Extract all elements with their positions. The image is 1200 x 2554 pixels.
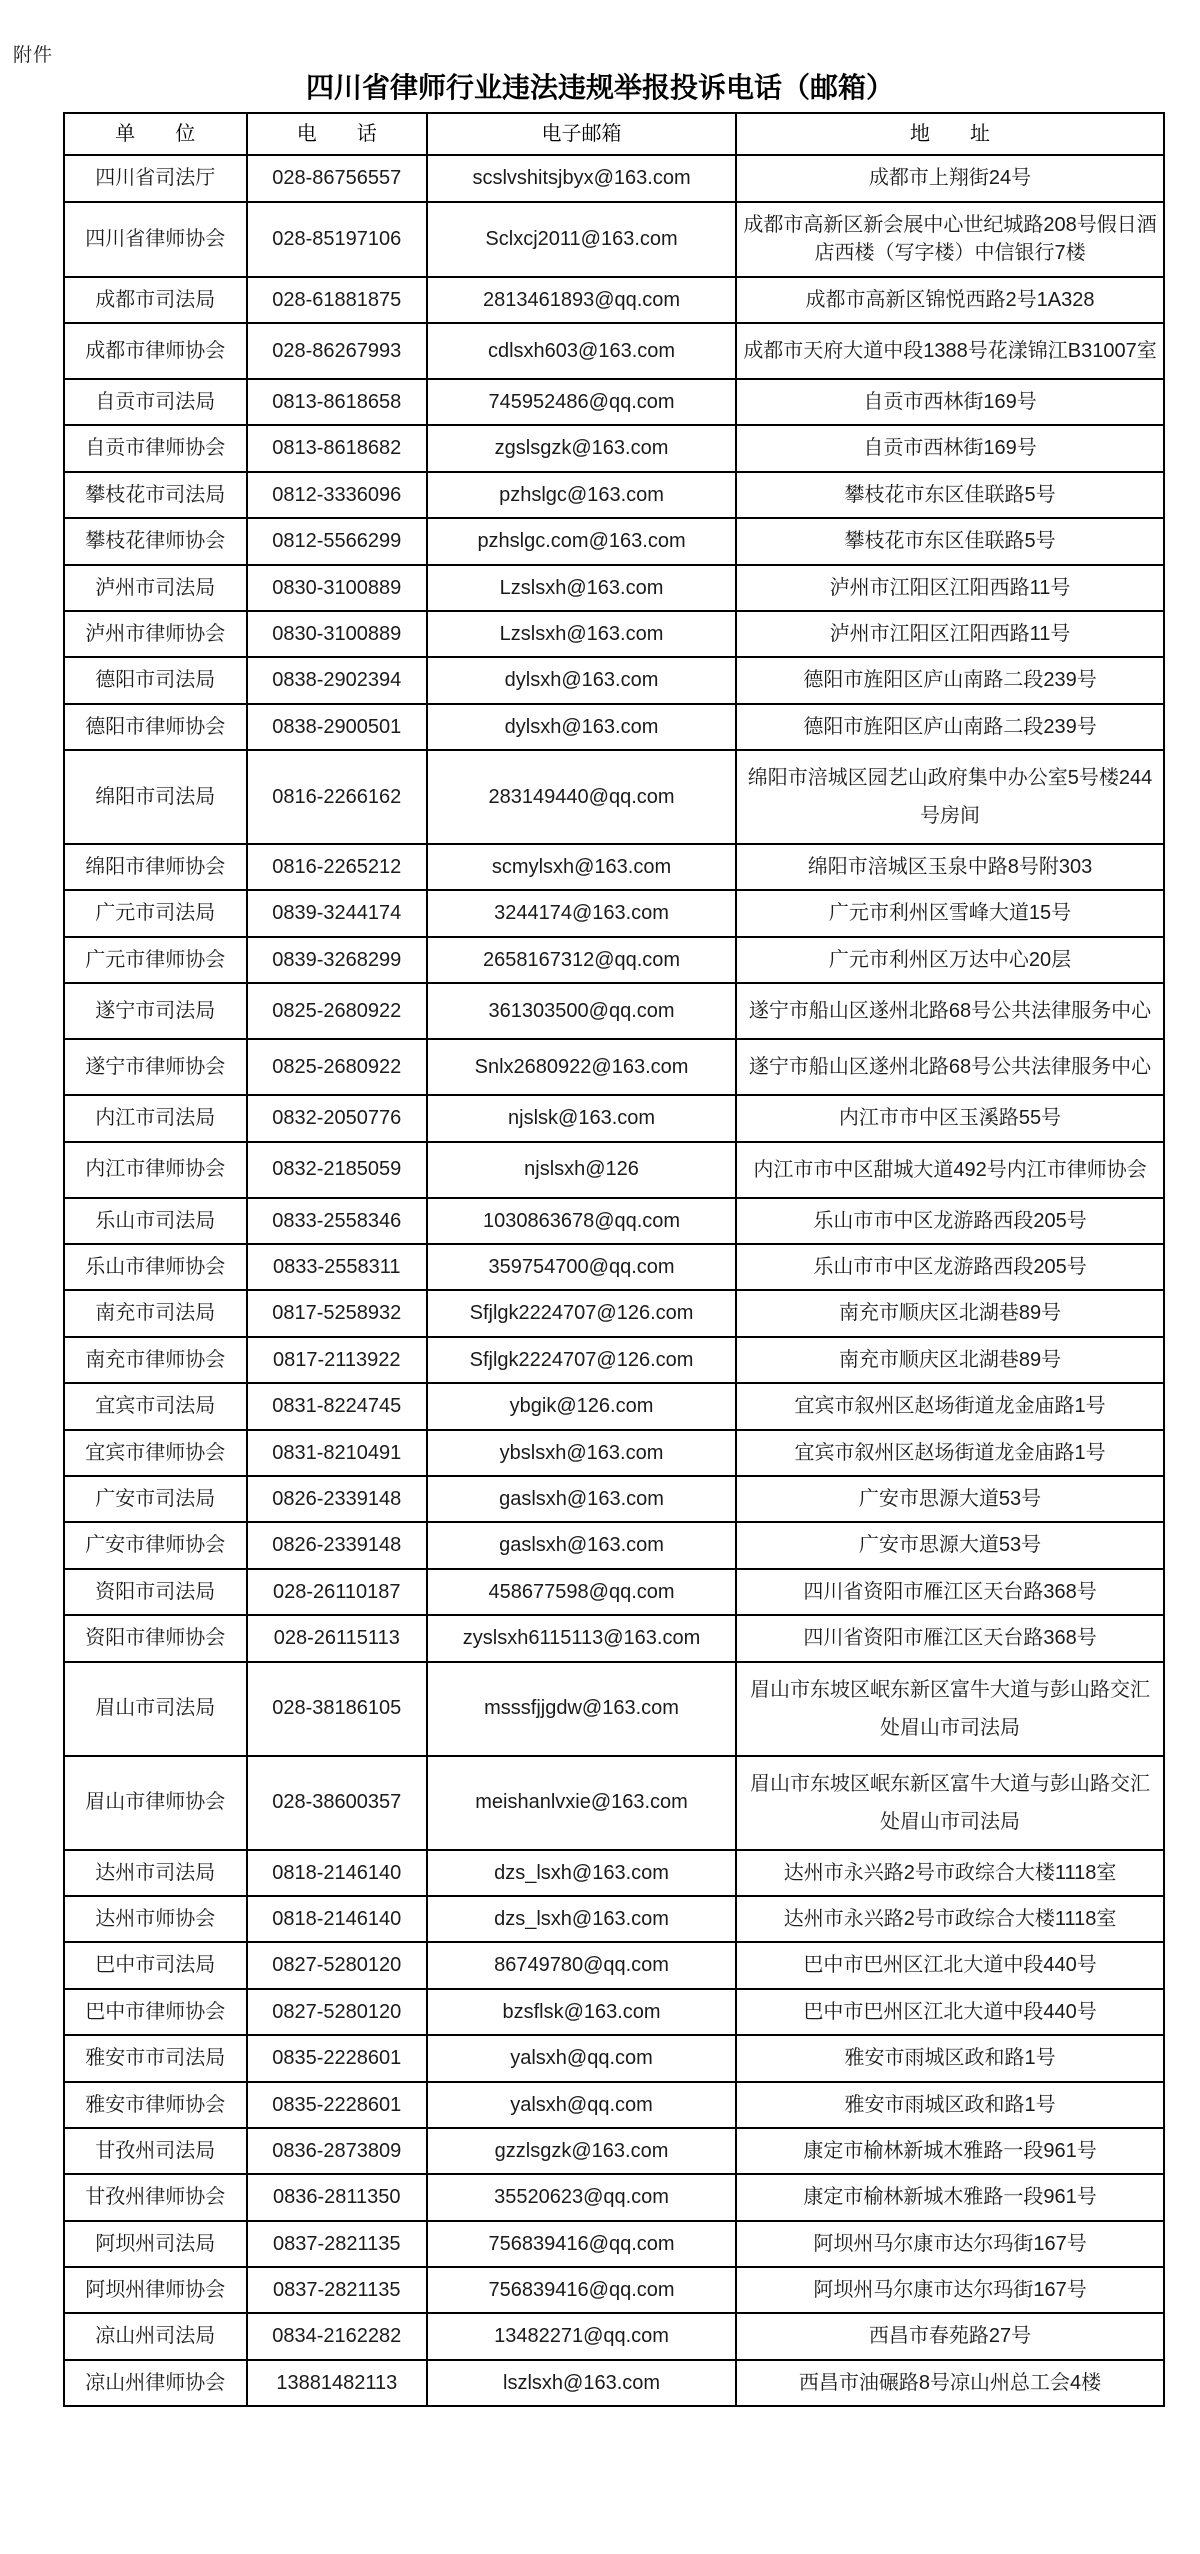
table-row [64,277,1164,323]
address-cell: 广安市思源大道53号 [736,1476,1164,1522]
phone-cell: 028-86756557 [247,155,427,201]
phone-cell: 0839-3244174 [247,890,427,936]
table-row [64,704,1164,750]
email-cell: 756839416@qq.com [427,2267,736,2313]
table-row [64,1896,1164,1942]
col-header-phone: 电 话 [247,113,427,155]
phone-cell: 0825-2680922 [247,983,427,1039]
phone-cell: 0818-2146140 [247,1896,427,1942]
col-header-unit: 单 位 [64,113,247,155]
email-cell: Sfjlgk2224707@126.com [427,1290,736,1336]
unit-cell: 阿坝州律师协会 [64,2267,247,2313]
phone-cell: 0825-2680922 [247,1039,427,1095]
unit-cell: 德阳市司法局 [64,657,247,703]
phone-cell: 028-61881875 [247,277,427,323]
email-cell: zgslsgzk@163.com [427,425,736,471]
phone-cell: 0816-2266162 [247,750,427,844]
table-row [64,518,1164,564]
address-cell: 广元市利州区万达中心20层 [736,937,1164,983]
table-row [64,565,1164,611]
phone-cell: 0831-8210491 [247,1430,427,1476]
email-cell: 35520623@qq.com [427,2174,736,2220]
unit-cell: 乐山市司法局 [64,1198,247,1244]
unit-cell: 泸州市律师协会 [64,611,247,657]
unit-cell: 广安市司法局 [64,1476,247,1522]
unit-cell: 绵阳市司法局 [64,750,247,844]
col-header-email: 电子邮箱 [427,113,736,155]
unit-cell: 雅安市律师协会 [64,2082,247,2128]
table-row [64,1095,1164,1141]
table-body [64,155,1164,2406]
email-cell: Snlx2680922@163.com [427,1039,736,1095]
unit-cell: 巴中市司法局 [64,1942,247,1988]
address-cell: 西昌市春苑路27号 [736,2313,1164,2359]
email-cell: meishanlvxie@163.com [427,1756,736,1850]
phone-cell: 0827-5280120 [247,1942,427,1988]
email-cell: njslsxh@126 [427,1142,736,1198]
address-cell: 德阳市旌阳区庐山南路二段239号 [736,704,1164,750]
phone-cell: 0826-2339148 [247,1476,427,1522]
email-cell: 458677598@qq.com [427,1569,736,1615]
table-row [64,2082,1164,2128]
phone-cell: 0812-5566299 [247,518,427,564]
phone-cell: 028-26115113 [247,1615,427,1661]
unit-cell: 绵阳市律师协会 [64,844,247,890]
address-cell: 内江市市中区甜城大道492号内江市律师协会 [736,1142,1164,1198]
unit-cell: 达州市师协会 [64,1896,247,1942]
address-cell: 成都市高新区锦悦西路2号1A328 [736,277,1164,323]
unit-cell: 遂宁市司法局 [64,983,247,1039]
address-cell: 阿坝州马尔康市达尔玛街167号 [736,2221,1164,2267]
table-row [64,2267,1164,2313]
table-row [64,2313,1164,2359]
phone-cell: 0827-5280120 [247,1989,427,2035]
phone-cell: 0816-2265212 [247,844,427,890]
email-cell: Lzslsxh@163.com [427,611,736,657]
table-row [64,1337,1164,1383]
phone-cell: 0836-2811350 [247,2174,427,2220]
table-row [64,1522,1164,1568]
phone-cell: 0838-2902394 [247,657,427,703]
table-row [64,1039,1164,1095]
address-cell: 乐山市市中区龙游路西段205号 [736,1198,1164,1244]
email-cell: dylsxh@163.com [427,657,736,703]
unit-cell: 成都市律师协会 [64,323,247,379]
email-cell: scslvshitsjbyx@163.com [427,155,736,201]
address-cell: 成都市上翔街24号 [736,155,1164,201]
address-cell: 绵阳市涪城区玉泉中路8号附303 [736,844,1164,890]
phone-cell: 0837-2821135 [247,2221,427,2267]
phone-cell: 0830-3100889 [247,565,427,611]
table-row [64,1662,1164,1756]
table-row [64,844,1164,890]
table-row [64,611,1164,657]
unit-cell: 内江市律师协会 [64,1142,247,1198]
unit-cell: 攀枝花市司法局 [64,472,247,518]
phone-cell: 0836-2873809 [247,2128,427,2174]
address-cell: 广安市思源大道53号 [736,1522,1164,1568]
table-row [64,2174,1164,2220]
table-row [64,1476,1164,1522]
phone-cell: 0838-2900501 [247,704,427,750]
address-cell: 阿坝州马尔康市达尔玛街167号 [736,2267,1164,2313]
email-cell: Sclxcj2011@163.com [427,202,736,277]
email-cell: ybgik@126.com [427,1383,736,1429]
email-cell: njslsk@163.com [427,1095,736,1141]
unit-cell: 甘孜州司法局 [64,2128,247,2174]
table-row [64,657,1164,703]
phone-cell: 028-38186105 [247,1662,427,1756]
page-title: 四川省律师行业违法违规举报投诉电话（邮箱） [305,72,894,103]
table-row [64,379,1164,425]
unit-cell: 资阳市司法局 [64,1569,247,1615]
unit-cell: 资阳市律师协会 [64,1615,247,1661]
table-row [64,1850,1164,1896]
phone-cell: 0835-2228601 [247,2082,427,2128]
address-cell: 成都市天府大道中段1388号花漾锦江B31007室 [736,323,1164,379]
contacts-table-wrap [63,112,1165,2407]
address-cell: 眉山市东坡区岷东新区富牛大道与彭山路交汇处眉山市司法局 [736,1662,1164,1756]
address-cell: 四川省资阳市雁江区天台路368号 [736,1615,1164,1661]
unit-cell: 广元市律师协会 [64,937,247,983]
email-cell: pzhslgc@163.com [427,472,736,518]
unit-cell: 四川省司法厅 [64,155,247,201]
email-cell: 361303500@qq.com [427,983,736,1039]
address-cell: 雅安市雨城区政和路1号 [736,2035,1164,2081]
address-cell: 乐山市市中区龙游路西段205号 [736,1244,1164,1290]
unit-cell: 宜宾市律师协会 [64,1430,247,1476]
table-row [64,750,1164,844]
table-row [64,2360,1164,2406]
table-row [64,1244,1164,1290]
address-cell: 攀枝花市东区佳联路5号 [736,518,1164,564]
email-cell: Lzslsxh@163.com [427,565,736,611]
unit-cell: 眉山市律师协会 [64,1756,247,1850]
address-cell: 宜宾市叙州区赵场街道龙金庙路1号 [736,1430,1164,1476]
table-row [64,1198,1164,1244]
address-cell: 自贡市西林街169号 [736,379,1164,425]
phone-cell: 0826-2339148 [247,1522,427,1568]
phone-cell: 0813-8618682 [247,425,427,471]
table-row [64,890,1164,936]
phone-cell: 0817-5258932 [247,1290,427,1336]
email-cell: 3244174@163.com [427,890,736,936]
address-cell: 绵阳市涪城区园艺山政府集中办公室5号楼244号房间 [736,750,1164,844]
email-cell: dylsxh@163.com [427,704,736,750]
email-cell: gzzlsgzk@163.com [427,2128,736,2174]
address-cell: 德阳市旌阳区庐山南路二段239号 [736,657,1164,703]
unit-cell: 宜宾市司法局 [64,1383,247,1429]
unit-cell: 巴中市律师协会 [64,1989,247,2035]
email-cell: 359754700@qq.com [427,1244,736,1290]
phone-cell: 0817-2113922 [247,1337,427,1383]
contacts-table [63,112,1165,2407]
email-cell: cdlsxh603@163.com [427,323,736,379]
phone-cell: 0833-2558311 [247,1244,427,1290]
attachment-label: 附件 [13,45,54,66]
email-cell: 2658167312@qq.com [427,937,736,983]
table-row [64,1942,1164,1988]
address-cell: 眉山市东坡区岷东新区富牛大道与彭山路交汇处眉山市司法局 [736,1756,1164,1850]
phone-cell: 028-85197106 [247,202,427,277]
table-row [64,202,1164,277]
table-row [64,937,1164,983]
email-cell: zyslsxh6115113@163.com [427,1615,736,1661]
email-cell: 86749780@qq.com [427,1942,736,1988]
table-row [64,323,1164,379]
phone-cell: 028-38600357 [247,1756,427,1850]
table-row [64,1615,1164,1661]
address-cell: 康定市榆林新城木雅路一段961号 [736,2128,1164,2174]
unit-cell: 雅安市市司法局 [64,2035,247,2081]
table-row [64,1290,1164,1336]
table-row [64,1756,1164,1850]
phone-cell: 0839-3268299 [247,937,427,983]
unit-cell: 阿坝州司法局 [64,2221,247,2267]
unit-cell: 自贡市律师协会 [64,425,247,471]
phone-cell: 0812-3336096 [247,472,427,518]
email-cell: dzs_lsxh@163.com [427,1896,736,1942]
table-row [64,1383,1164,1429]
address-cell: 宜宾市叙州区赵场街道龙金庙路1号 [736,1383,1164,1429]
address-cell: 攀枝花市东区佳联路5号 [736,472,1164,518]
unit-cell: 内江市司法局 [64,1095,247,1141]
email-cell: 13482271@qq.com [427,2313,736,2359]
table-row [64,155,1164,201]
phone-cell: 0830-3100889 [247,611,427,657]
table-row [64,2221,1164,2267]
email-cell: pzhslgc.com@163.com [427,518,736,564]
phone-cell: 0834-2162282 [247,2313,427,2359]
unit-cell: 攀枝花律师协会 [64,518,247,564]
address-cell: 自贡市西林街169号 [736,425,1164,471]
email-cell: gaslsxh@163.com [427,1522,736,1568]
email-cell: 1030863678@qq.com [427,1198,736,1244]
unit-cell: 甘孜州律师协会 [64,2174,247,2220]
phone-cell: 0831-8224745 [247,1383,427,1429]
address-cell: 达州市永兴路2号市政综合大楼1118室 [736,1850,1164,1896]
phone-cell: 0832-2050776 [247,1095,427,1141]
email-cell: Sfjlgk2224707@126.com [427,1337,736,1383]
unit-cell: 成都市司法局 [64,277,247,323]
address-cell: 内江市市中区玉溪路55号 [736,1095,1164,1141]
address-cell: 达州市永兴路2号市政综合大楼1118室 [736,1896,1164,1942]
phone-cell: 0833-2558346 [247,1198,427,1244]
table-header-row [64,113,1164,155]
email-cell: 745952486@qq.com [427,379,736,425]
table-row [64,1142,1164,1198]
email-cell: ybslsxh@163.com [427,1430,736,1476]
email-cell: 2813461893@qq.com [427,277,736,323]
table-row [64,2035,1164,2081]
table-row [64,425,1164,471]
address-cell: 广元市利州区雪峰大道15号 [736,890,1164,936]
table-row [64,2128,1164,2174]
phone-cell: 0832-2185059 [247,1142,427,1198]
email-cell: 283149440@qq.com [427,750,736,844]
email-cell: yalsxh@qq.com [427,2035,736,2081]
address-cell: 西昌市油碾路8号凉山州总工会4楼 [736,2360,1164,2406]
address-cell: 南充市顺庆区北湖巷89号 [736,1337,1164,1383]
phone-cell: 028-86267993 [247,323,427,379]
phone-cell: 028-26110187 [247,1569,427,1615]
unit-cell: 眉山市司法局 [64,1662,247,1756]
phone-cell: 0818-2146140 [247,1850,427,1896]
address-cell: 遂宁市船山区遂州北路68号公共法律服务中心 [736,1039,1164,1095]
table-row [64,1989,1164,2035]
unit-cell: 南充市律师协会 [64,1337,247,1383]
email-cell: msssfjjgdw@163.com [427,1662,736,1756]
unit-cell: 德阳市律师协会 [64,704,247,750]
table-row [64,1569,1164,1615]
address-cell: 泸州市江阳区江阳西路11号 [736,611,1164,657]
unit-cell: 广安市律师协会 [64,1522,247,1568]
unit-cell: 南充市司法局 [64,1290,247,1336]
address-cell: 泸州市江阳区江阳西路11号 [736,565,1164,611]
email-cell: gaslsxh@163.com [427,1476,736,1522]
email-cell: dzs_lsxh@163.com [427,1850,736,1896]
phone-cell: 0813-8618658 [247,379,427,425]
unit-cell: 凉山州律师协会 [64,2360,247,2406]
unit-cell: 凉山州司法局 [64,2313,247,2359]
table-row [64,983,1164,1039]
unit-cell: 乐山市律师协会 [64,1244,247,1290]
col-header-address: 地 址 [736,113,1164,155]
unit-cell: 自贡市司法局 [64,379,247,425]
unit-cell: 遂宁市律师协会 [64,1039,247,1095]
phone-cell: 0837-2821135 [247,2267,427,2313]
email-cell: yalsxh@qq.com [427,2082,736,2128]
unit-cell: 达州市司法局 [64,1850,247,1896]
address-cell: 康定市榆林新城木雅路一段961号 [736,2174,1164,2220]
email-cell: lszlsxh@163.com [427,2360,736,2406]
unit-cell: 广元市司法局 [64,890,247,936]
email-cell: bzsflsk@163.com [427,1989,736,2035]
address-cell: 巴中市巴州区江北大道中段440号 [736,1942,1164,1988]
address-cell: 遂宁市船山区遂州北路68号公共法律服务中心 [736,983,1164,1039]
table-row [64,472,1164,518]
unit-cell: 四川省律师协会 [64,202,247,277]
phone-cell: 13881482113 [247,2360,427,2406]
phone-cell: 0835-2228601 [247,2035,427,2081]
address-cell: 巴中市巴州区江北大道中段440号 [736,1989,1164,2035]
email-cell: 756839416@qq.com [427,2221,736,2267]
table-row [64,1430,1164,1476]
address-cell: 四川省资阳市雁江区天台路368号 [736,1569,1164,1615]
email-cell: scmylsxh@163.com [427,844,736,890]
unit-cell: 泸州市司法局 [64,565,247,611]
address-cell: 南充市顺庆区北湖巷89号 [736,1290,1164,1336]
address-cell: 成都市高新区新会展中心世纪城路208号假日酒店西楼（写字楼）中信银行7楼 [736,202,1164,277]
address-cell: 雅安市雨城区政和路1号 [736,2082,1164,2128]
